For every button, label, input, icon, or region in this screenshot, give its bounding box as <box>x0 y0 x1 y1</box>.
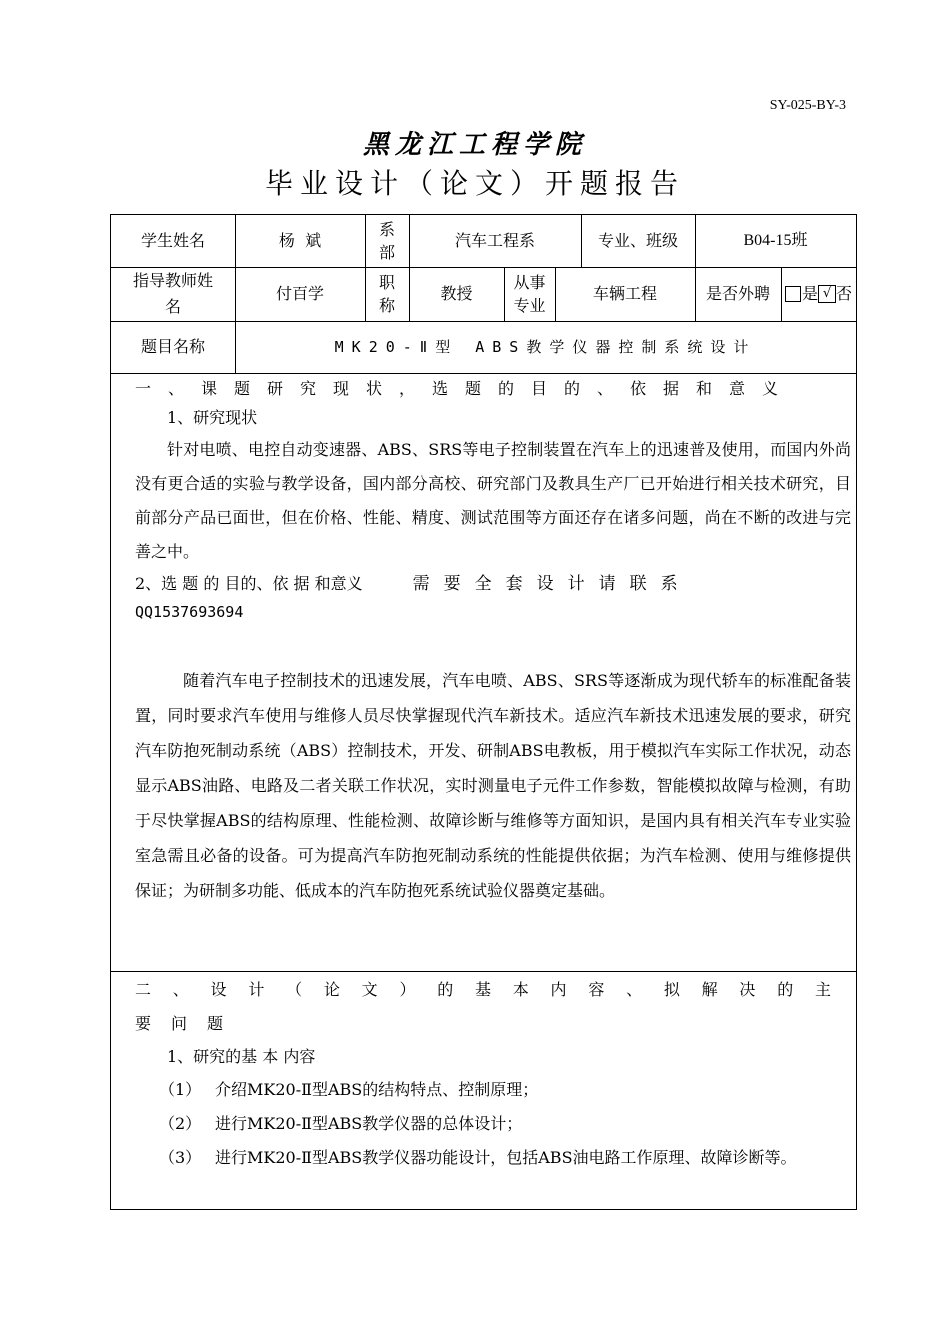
list-item-text: 进行MK20-Ⅱ型ABS教学仪器的总体设计； <box>215 1114 523 1133</box>
student-name-label: 学生姓名 <box>140 231 205 250</box>
student-name-value: 杨 斌 <box>278 231 322 250</box>
subheading-research-status: 1、研究现状 <box>167 408 258 427</box>
section-2 <box>135 973 851 1175</box>
page-title: 毕业设计（论文）开题报告 <box>264 167 685 200</box>
section-1-heading: 一、课题研究现状，选题的目的、依据和意义 <box>135 379 796 398</box>
topic-value: MK20-Ⅱ型 ABS教学仪器控制系统设计 <box>334 338 757 356</box>
row-divider <box>111 373 856 374</box>
topic-label: 题目名称 <box>140 337 205 356</box>
list-item-number: （1） <box>159 1080 202 1099</box>
content-list <box>135 1073 851 1175</box>
list-item <box>135 1141 851 1175</box>
specialty-label: 从事专业 <box>513 273 546 315</box>
subheading-purpose <box>135 569 851 599</box>
list-item-number: （2） <box>159 1114 202 1133</box>
department-label: 系部 <box>378 220 395 262</box>
document-code: SY-025-BY-3 <box>769 98 846 113</box>
contact-qq: QQ1537693694 <box>135 603 244 621</box>
external-advisor-choice <box>781 267 856 321</box>
checkbox-no-checked[interactable]: √ <box>818 285 836 303</box>
research-status-paragraph: 针对电喷、电控自动变速器、ABS、SRS等电子控制装置在汽车上的迅速普及使用，而国内外尚没有更合适的实验与教学设备，国内部分高校、研究部门及教具生产厂已开始进行相关技术研究，目前部分产品已面世，但在价格、性能、精度、测试范围等方面还存在诸多问题，尚在不断的改进与完善之中。 <box>135 440 851 561</box>
option-yes-label: 是 <box>801 284 818 303</box>
department-value: 汽车工程系 <box>454 231 535 250</box>
list-item <box>135 1073 851 1107</box>
list-item <box>135 1107 851 1141</box>
section-1 <box>135 375 851 908</box>
title-rank-value: 教授 <box>440 284 473 303</box>
checkbox-yes[interactable] <box>785 286 801 302</box>
school-name: 黑龙江工程学院 <box>362 130 587 160</box>
specialty-value: 车辆工程 <box>592 284 657 303</box>
report-form <box>110 214 857 1210</box>
list-item-text: 介绍MK20-Ⅱ型ABS的结构特点、控制原理； <box>215 1080 539 1099</box>
subheading-purpose-text: 2、选 题 的 目的、依 据 和意义 <box>135 574 363 593</box>
purpose-paragraph: 随着汽车电子控制技术的迅速发展，汽车电喷、ABS、SRS等逐渐成为现代轿车的标准配备装置，同时要求汽车使用与维修人员尽快掌握现代汽车新技术。适应汽车新技术迅速发展的要求，研究汽车防抱死制动系统（ABS）控制技术，开发、研制ABS电教板，用于模拟汽车实际工作状况，动态显示ABS油路、电路及二者关联工作状况，实时测量电子元件工作参数，智能模拟故障与检测，有助于尽快掌握ABS的结构原理、性能检测、故障诊断与维修等方面知识，是国内具有相关汽车专业实验室急需且必备的设备。可为提高汽车防抱死制动系统的性能提供依据；为汽车检测、使用与维修提供保证；为研制多功能、低成本的汽车防抱死系统试验仪器奠定基础。 <box>135 671 851 900</box>
title-rank-label: 职称 <box>378 273 395 315</box>
external-advisor-label: 是否外聘 <box>705 284 770 303</box>
major-class-label: 专业、班级 <box>597 231 678 250</box>
row-divider <box>111 971 856 972</box>
advisor-name-value: 付百学 <box>275 284 324 303</box>
major-class-value: B04-15班 <box>743 232 808 249</box>
advisor-name-label: 指导教师姓名 <box>132 271 213 316</box>
list-item-number: （3） <box>159 1148 202 1167</box>
subheading-basic-content: 1、研究的基 本 内容 <box>167 1047 316 1066</box>
section-2-heading: 二、设计（论文）的基本内容、拟解决的主要问题 <box>135 980 851 1033</box>
contact-note: 需要全套设计请联系 <box>412 574 692 594</box>
list-item-text: 进行MK20-Ⅱ型ABS教学仪器功能设计，包括ABS油电路工作原理、故障诊断等。 <box>215 1148 797 1167</box>
option-no-label: 否 <box>836 284 853 303</box>
